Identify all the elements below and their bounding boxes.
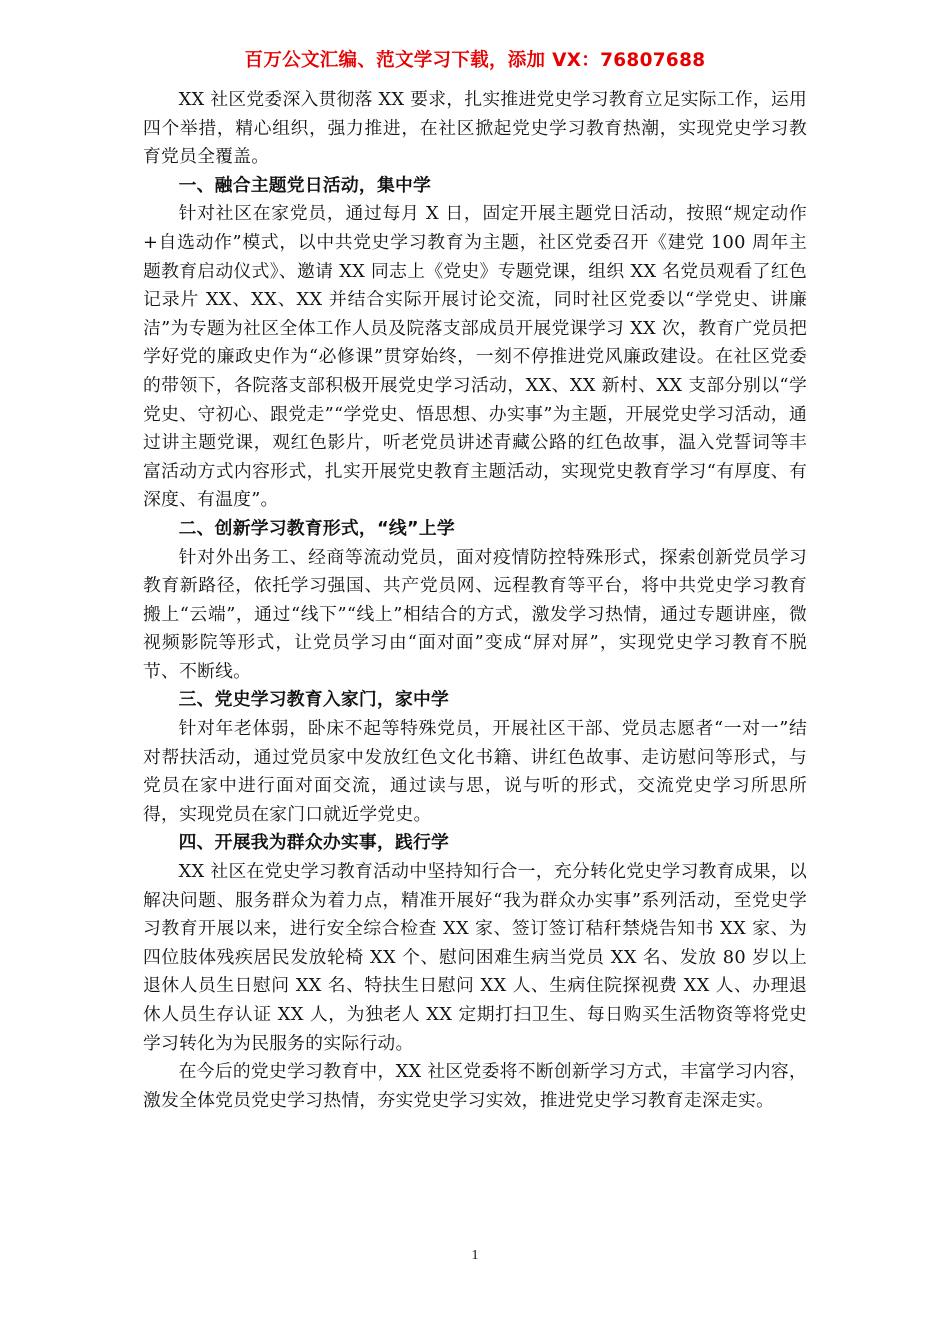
closing-paragraph: 在今后的党史学习教育中，XX 社区党委将不断创新学习方式，丰富学习内容，激发全体党员党史学习热情，夯实党史学习实效，推进党史学习教育走深走实。: [143, 1061, 807, 1111]
intro-paragraph: XX 社区党委深入贯彻落 XX 要求，扎实推进党史学习教育立足实际工作，运用四个举措，精心组织，强力推进，在社区掀起党史学习教育热潮，实现党史学习教育党员全覆盖。: [143, 89, 807, 168]
section-4-paragraph: XX 社区在党史学习教育活动中坚持知行合一，充分转化党史学习教育成果，以解决问题、服务群众为着力点，精准开展好“我为群众办实事”系列活动，至党史学习教育开展以来，进行安全综合检查 XX 家、签订签订秸秆禁烧告知书 XX 家、为四位肢体残疾居民发放轮椅 XX 个、慰问困难生病当党员 XX 名、发放 80 岁以上退休人员生日慰问 XX 名、特扶生日慰问 XX 人、生病住院探视费 XX 人、办理退休人员生存认证 XX 人，为独老人 XX 定期打扫卫生、每日购买生活物资等将党史学习转化为为民服务的实际行动。: [143, 861, 807, 1054]
section-2-paragraph: 针对外出务工、经商等流动党员，面对疫情防控特殊形式，探索创新党员学习教育新路径，依托学习强国、共产党员网、远程教育等平台，将中共党史学习教育搬上“云端”，通过“线下”“线上”相结合的方式，激发学习热情，通过专题讲座，微视频影院等形式，让党员学习由“面对面”变成“屏对屏”，实现党史学习教育不脱节、不断线。: [143, 546, 807, 682]
download-banner: 百万公文汇编、范文学习下载，添加 VX：76807688: [244, 50, 706, 71]
section-1-paragraph: 针对社区在家党员，通过每月 X 日，固定开展主题党日活动，按照“规定动作+自选动作”模式，以中共党史学习教育为主题，社区党委召开《建党 100 周年主题教育启动仪式》、邀请 XX 同志上《党史》专题党课，组织 XX 名党员观看了红色记录片 XX、XX、XX 并结合实际开展讨论交流，同时社区党委以“学党史、讲廉洁”为专题为社区全体工作人员及院落支部成员开展党课学习 XX 次，教育广党员把学好党的廉政史作为“必修课”贯穿始终，一刻不停推进党风廉政建设。在社区党委的带领下，各院落支部积极开展党史学习活动，XX、XX 新村、XX 支部分别以“学党史、守初心、跟党走”“学党史、悟思想、办实事”为主题，开展党史学习活动，通过讲主题党课，观红色影片，听老党员讲述青藏公路的红色故事，温入党誓词等丰富活动方式内容形式，扎实开展党史教育主题活动，实现党史教育学习“有厚度、有深度、有温度”。: [143, 203, 807, 511]
section-heading-3: 三、党史学习教育入家门，家中学: [178, 689, 450, 711]
page-number: 1: [471, 1248, 479, 1263]
section-heading-1: 一、融合主题党日活动，集中学: [178, 174, 432, 196]
document-body: [143, 86, 807, 1115]
section-3-paragraph: 针对年老体弱，卧床不起等特殊党员，开展社区干部、党员志愿者“一对一”结对帮扶活动，通过党员家中发放红色文化书籍、讲红色故事、走访慰问等形式，与党员在家中进行面对面交流，通过读与思，说与听的形式，交流党史学习所思所得，实现党员在家门口就近学党史。: [143, 718, 807, 825]
section-heading-2: 二、创新学习教育形式，“线”上学: [178, 517, 455, 539]
section-heading-4: 四、开展我为群众办实事，践行学: [178, 832, 450, 854]
